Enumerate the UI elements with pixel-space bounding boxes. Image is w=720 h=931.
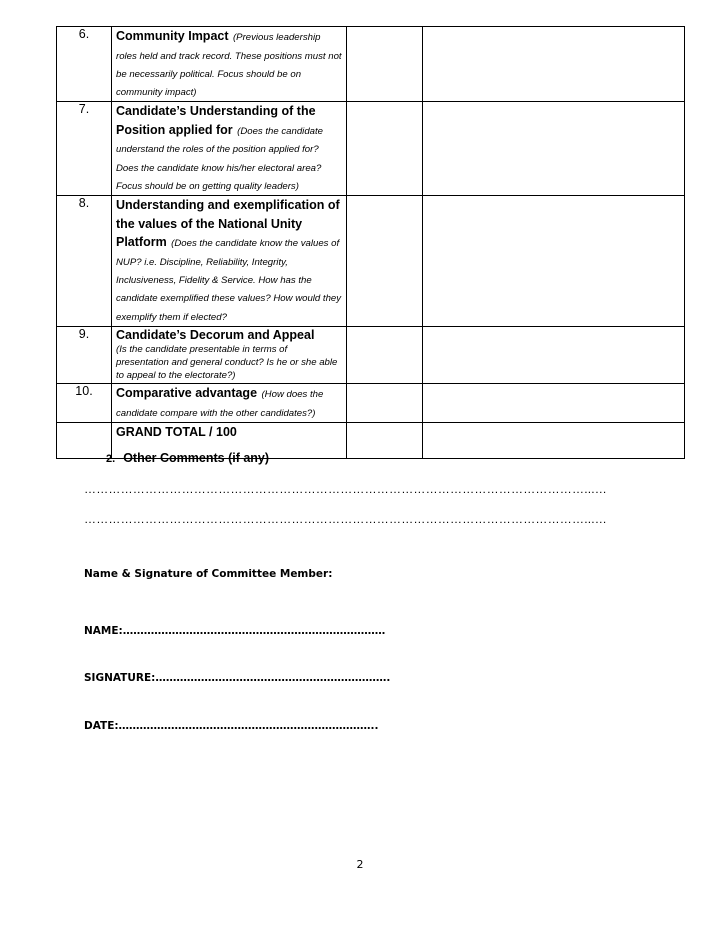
criterion-cell <box>112 102 347 196</box>
date-field[interactable]: DATE:……………………………………………………………….. <box>84 720 379 732</box>
signature-block-heading: Name & Signature of Committee Member: <box>84 568 333 580</box>
row-number: 10. <box>57 384 112 423</box>
grand-total-label: GRAND TOTAL / 100 <box>116 425 237 440</box>
grand-total-comment-cell[interactable] <box>423 423 685 459</box>
table-row <box>57 326 685 383</box>
assessment-criteria-table <box>56 26 685 459</box>
comment-line-2[interactable]: ……………………………………………………………………………………………………………...… <box>84 512 608 526</box>
criterion-title: Community Impact <box>116 29 229 43</box>
section-title: Other Comments (if any) <box>123 451 270 465</box>
criterion-description: (Previous leadership roles held and track record. These positions must not be necessarily political. Focus should be on community impact) <box>116 32 342 99</box>
criterion-cell <box>112 196 347 327</box>
row-number: 9. <box>57 326 112 383</box>
score-cell[interactable] <box>347 196 423 327</box>
criterion-title: Understanding and exemplification of the values of the National Unity Platform <box>116 198 340 250</box>
comment-cell[interactable] <box>423 196 685 327</box>
table-row <box>57 27 685 102</box>
row-number: 8. <box>57 196 112 327</box>
table-row <box>57 102 685 196</box>
criterion-title: Candidate’s Decorum and Appeal <box>116 327 315 342</box>
comment-cell[interactable] <box>423 102 685 196</box>
page-number: 2 <box>356 858 364 871</box>
row-number: 7. <box>57 102 112 196</box>
score-cell[interactable] <box>347 326 423 383</box>
signature-field[interactable]: SIGNATURE:…………………………………………………………. <box>84 672 391 684</box>
criterion-title: Comparative advantage <box>116 386 258 401</box>
comment-line-1[interactable]: ……………………………………………………………………………………………………………...… <box>84 482 608 496</box>
name-field[interactable]: NAME:………………………………………………………………… <box>84 625 386 637</box>
other-comments-heading <box>106 451 269 465</box>
criterion-cell <box>112 27 347 102</box>
score-cell[interactable] <box>347 384 423 423</box>
comment-cell[interactable] <box>423 384 685 423</box>
criterion-description: (Does the candidate know the values of NUP? i.e. Discipline, Reliability, Integrity, Inclusiveness, Fidelity & Service. How has the candidate exemplified these values? How would they exemplify them if elected? <box>116 238 342 323</box>
criterion-cell <box>112 384 347 423</box>
criterion-description: (How does the candidate compare with the other candidates?) <box>116 389 324 419</box>
row-number: 6. <box>57 27 112 102</box>
score-cell[interactable] <box>347 102 423 196</box>
comment-cell[interactable] <box>423 326 685 383</box>
table-row <box>57 384 685 423</box>
criterion-cell <box>112 326 347 383</box>
criterion-description: (Is the candidate presentable in terms of presentation and general conduct? Is he or she able to appeal to the electorate?) <box>116 344 338 381</box>
row-number-empty <box>57 423 112 459</box>
score-cell[interactable] <box>347 27 423 102</box>
grand-total-score-cell[interactable] <box>347 423 423 459</box>
comment-cell[interactable] <box>423 27 685 102</box>
criterion-description: (Does the candidate understand the roles of the position applied for? Does the candidate know his/her electoral area? Focus should be on getting quality leaders) <box>116 125 323 192</box>
table-row <box>57 196 685 327</box>
section-number: 2. <box>106 453 116 465</box>
criterion-title: Candidate’s Understanding of the Position applied for <box>116 104 316 137</box>
